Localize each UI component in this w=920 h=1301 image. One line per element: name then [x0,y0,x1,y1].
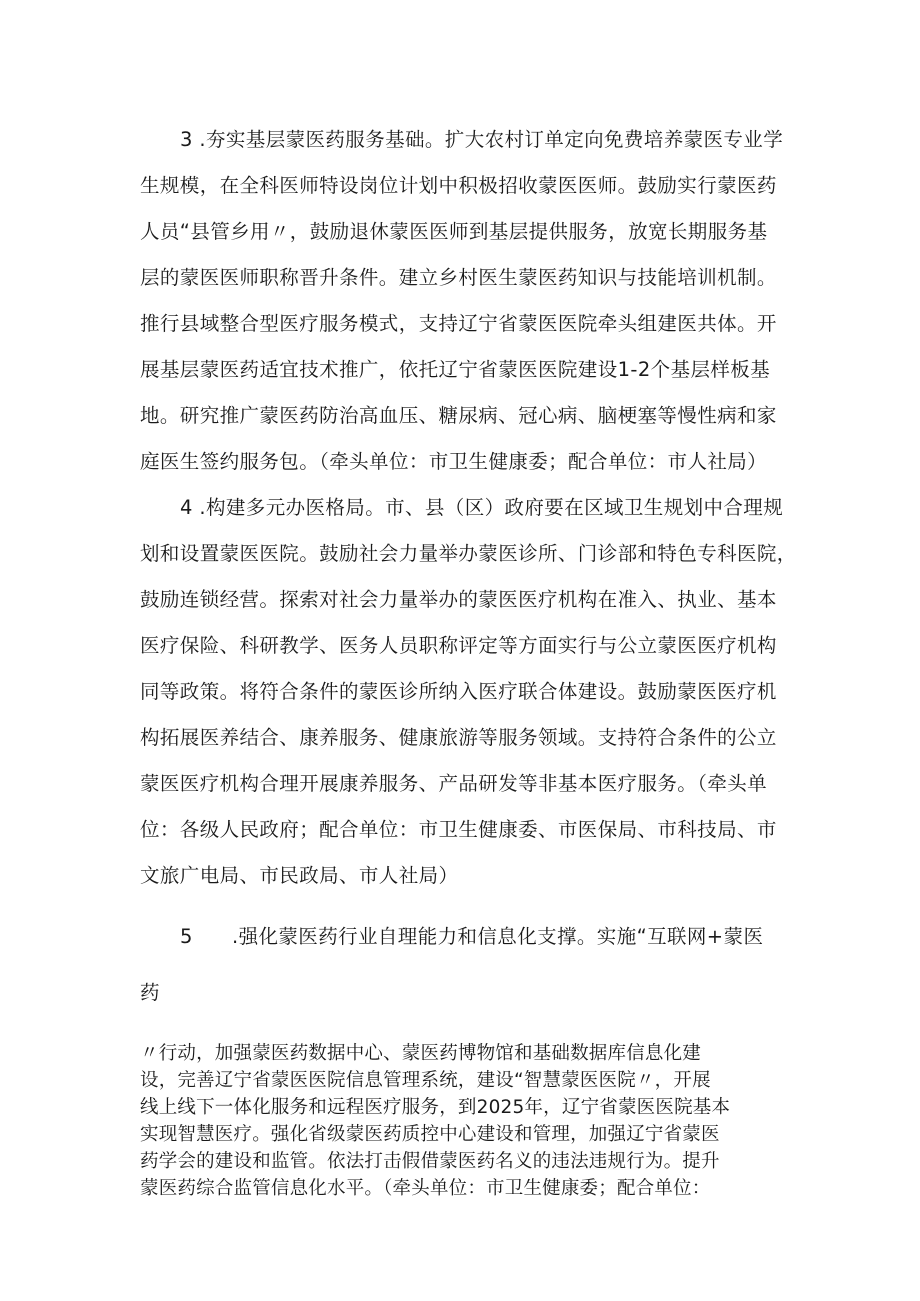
paragraph-line: 3 .夯实基层蒙医药服务基础。扩大农村订单定向免费培养蒙医专业学 [180,128,784,151]
paragraph-line: 地。研究推广蒙医药防治高血压、糖尿病、冠心病、脑梗塞等慢性病和家 [140,404,777,427]
section-number: 5 [180,925,193,948]
paragraph-line: 庭医生签约服务包。（牵头单位：市卫生健康委；配合单位：市人社局） [140,450,768,473]
paragraph-line: 位：各级人民政府；配合单位：市卫生健康委、市医保局、市科技局、市 [140,818,777,841]
paragraph-line: 构拓展医养结合、康养服务、健康旅游等服务领域。支持符合条件的公立 [140,726,777,749]
paragraph-line: 蒙医药综合监管信息化水平。（牵头单位：市卫生健康委；配合单位： [140,1178,711,1199]
paragraph-line: 实现智慧医疗。强化省级蒙医药质控中心建设和管理，加强辽宁省蒙医 [140,1124,720,1145]
paragraph-line: 划和设置蒙医医院。鼓励社会力量举办蒙医诊所、门诊部和特色专科医院， [140,542,797,565]
paragraph-line: 推行县域整合型医疗服务模式，支持辽宁省蒙医医院牵头组建医共体。开 [140,312,777,335]
paragraph-line: 线上线下一体化服务和远程医疗服务，到2025年，辽宁省蒙医医院基本 [140,1097,731,1118]
section-heading-wrap: 药 [140,981,160,1004]
paragraph-line: 药学会的建设和监管。依法打击假借蒙医药名义的违法违规行为。提升 [140,1151,720,1172]
paragraph-line: 人员“县管乡用〃，鼓励退休蒙医医师到基层提供服务，放宽长期服务基 [140,220,768,243]
paragraph-line: 层的蒙医医师职称晋升条件。建立乡村医生蒙医药知识与技能培训机制。 [140,266,777,289]
paragraph-line: 4 .构建多元办医格局。市、县（区）政府要在区域卫生规划中合理规 [180,496,784,519]
paragraph-line: 生规模，在全科医师特设岗位计划中积极招收蒙医医师。鼓励实行蒙医药 [140,174,777,197]
paragraph-line: 〃行动，加强蒙医药数据中心、蒙医药博物馆和基础数据库信息化建 [140,1043,702,1064]
paragraph-line: 文旅广电局、市民政局、市人社局） [140,864,459,887]
paragraph-line: 鼓励连锁经营。探索对社会力量举办的蒙医医疗机构在准入、执业、基本 [140,588,777,611]
section-heading-line: .强化蒙医药行业自理能力和信息化支撑。实施“互联网+蒙医 [232,925,764,948]
paragraph-line: 医疗保险、科研教学、医务人员职称评定等方面实行与公立蒙医医疗机构 [140,634,777,657]
paragraph-line: 展基层蒙医药适宜技术推广，依托辽宁省蒙医医院建设1-2个基层样板基 [140,358,771,381]
paragraph-line: 设，完善辽宁省蒙医医院信息管理系统，建设“智慧蒙医医院〃，开展 [140,1070,711,1091]
paragraph-line: 同等政策。将符合条件的蒙医诊所纳入医疗联合体建设。鼓励蒙医医疗机 [140,680,777,703]
paragraph-line: 蒙医医疗机构合理开展康养服务、产品研发等非基本医疗服务。（牵头单 [140,772,768,795]
